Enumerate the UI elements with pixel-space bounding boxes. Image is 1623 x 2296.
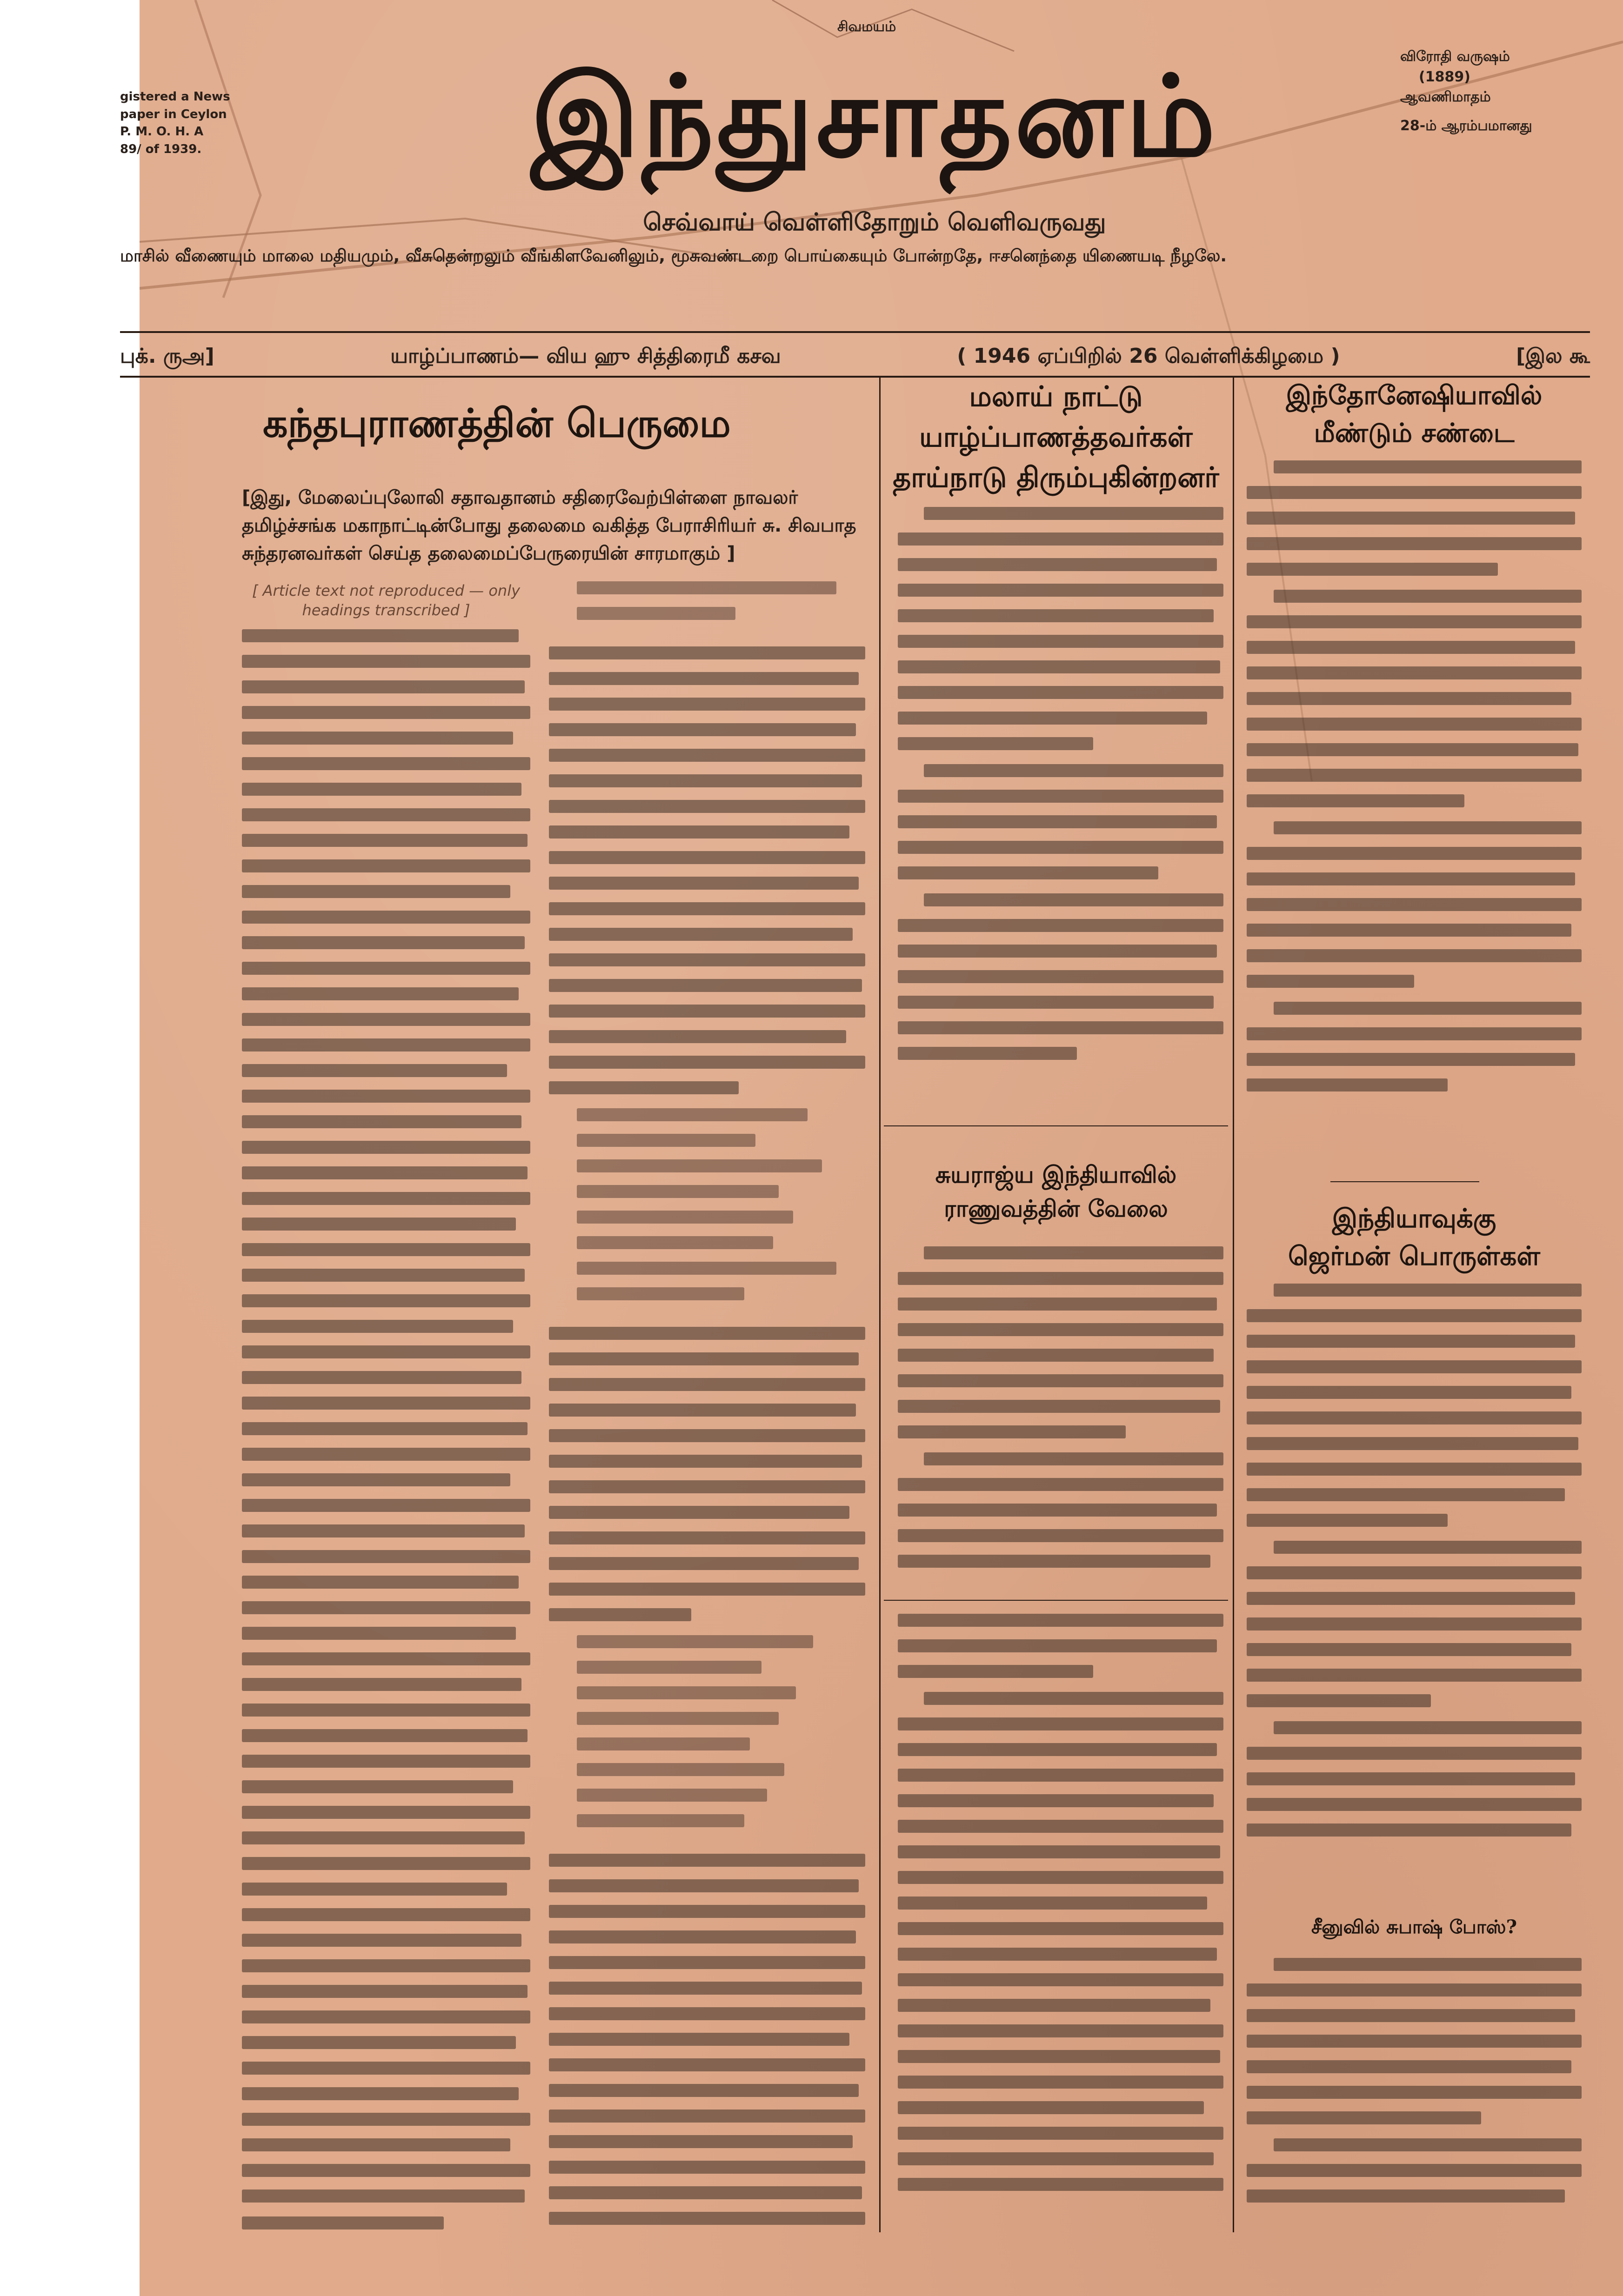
malaya-body [898,507,1223,1121]
registration-line: gistered a News [120,90,230,104]
subhas-body [1247,1958,1582,2232]
issue-date: ( 1946 ஏப்பிறில் 26 வெள்ளிக்கிழமை ) [957,344,1340,368]
malaya-headline-line: தாய்நாடு திரும்புகின்றனர் [893,461,1219,494]
suraj-headline-line: சுயராஜ்ய இந்தியாவில் [935,1161,1177,1188]
suraj-headline [884,1158,1228,1225]
malaya-headline-line: மலாய் நாட்டு [969,380,1143,413]
registration-line: 89/ of 1939. [120,142,202,157]
indonesia-headline-line: இந்தோனேஷியாவில் [1286,380,1543,411]
year-info [1400,47,1532,136]
kanda-intro: [இது, மேலைப்புலோலி சதாவதானம் சதிரைவேற்பிள்ளை நாவலர் தமிழ்ச்சங்க மகாநாட்டின்போது தலைமை வகித்த பேராசிரியர் சு. சிவபாத சுந்தரனவர்கள் செய்த தலைமைப்பேருரையின் சாரமாகும் ] [242,487,856,564]
column-divider [884,1125,1228,1126]
indonesia-headline [1237,377,1591,452]
place-and-tamil-date: யாழ்ப்பாணம்— விய ஹு சித்திரைமீ கசவ [390,344,781,368]
suraj-body [898,1246,1223,1600]
column-rule [879,377,881,2232]
malaya-headline-line: யாழ்ப்பாணத்தவர்கள் [919,421,1193,453]
kanda-col2-body [549,581,865,2232]
suraj-headline-line: ராணுவத்தின் வேலை [944,1194,1168,1222]
registration-note [120,88,230,159]
year-info-line: ஆவணிமாதம் [1400,89,1491,105]
malaya-headline [884,377,1228,498]
dateline-top-rule [120,331,1590,333]
volume-number: புக். ருஅ] [120,344,214,368]
subhas-headline: சீனுவில் சுபாஷ் போஸ்? [1311,1916,1517,1938]
german-headline-line: ஜெர்மன் பொருள்கள் [1288,1241,1540,1272]
column-rule [1233,377,1234,2232]
registration-line: P. M. O. H. A [120,125,204,139]
placeholder-notice: [ Article text not reproduced — only headings transcribed ] [252,582,521,619]
year-info-line: (1889) [1419,68,1470,85]
dateline [120,344,1590,371]
newspaper-title: இந்துசாதனம் [530,51,1218,182]
masthead-top-small: சிவமயம் [837,19,896,35]
german-headline [1237,1200,1591,1275]
registration-line: paper in Ceylon [120,107,227,121]
kanda-col1-body [242,581,530,2232]
masthead-motto: மாசில் வீணையும் மாலை மதியமும், வீசுதென்றலும் வீங்கிளவேனிலும், மூசுவண்டறை பொய்கையும் போன்றதே, ஈசனெந்தை யிணையடி நீழலே. [120,246,1227,266]
column-divider [884,1600,1228,1601]
issue-number: [இல கூ [1516,344,1590,368]
year-info-line: விரோதி வருஷம் [1400,48,1510,65]
german-body [1247,1284,1582,1902]
article-divider [1330,1181,1479,1182]
masthead-tagline: செவ்வாய் வெள்ளிதோறும் வெளிவருவது [643,208,1106,236]
indonesia-body [1247,460,1582,1167]
german-headline-line: இந்தியாவுக்கு [1332,1203,1496,1234]
kanda-headline: கந்தபுராணத்தின் பெருமை [262,400,731,446]
year-info-line: 28-ம் ஆரம்பமானது [1400,117,1532,134]
indonesia-headline-line: மீண்டும் சண்டை [1314,418,1515,449]
suraj-continued-body [898,1614,1223,2232]
